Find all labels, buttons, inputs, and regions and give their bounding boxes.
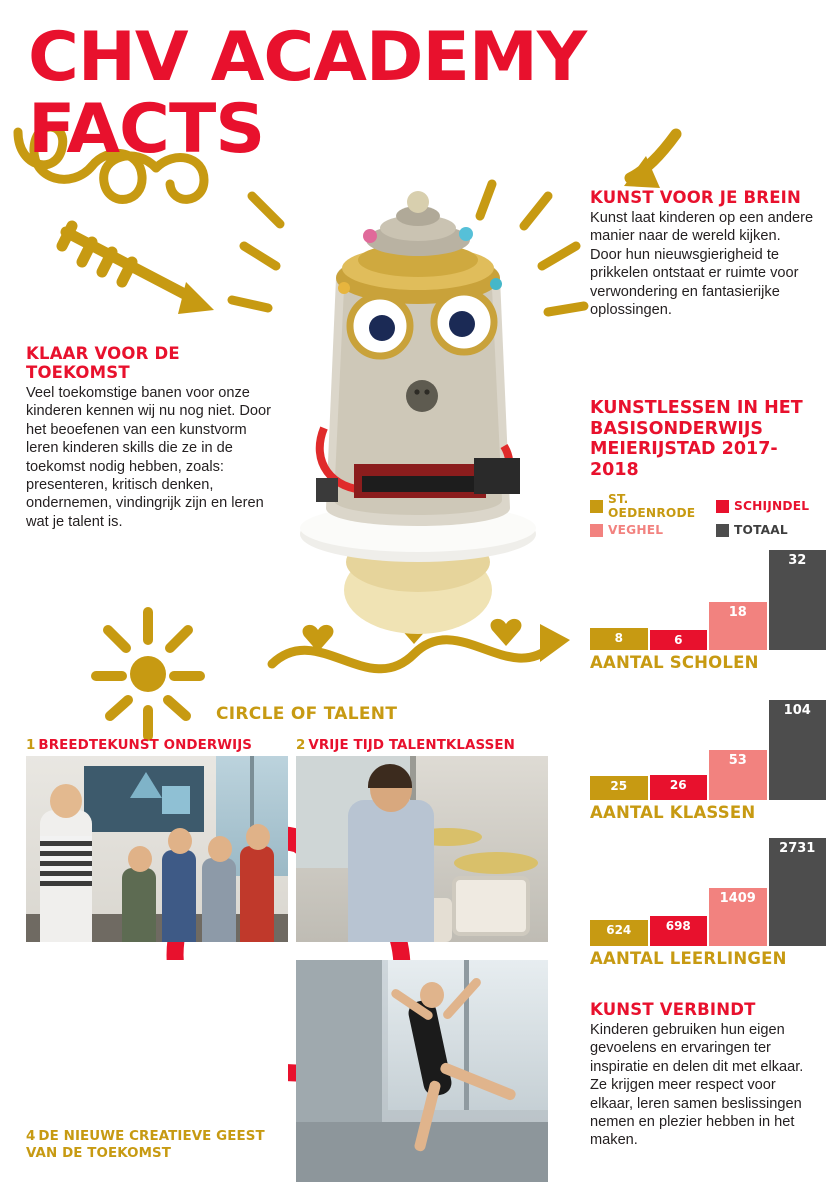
caption-text: BREEDTEKUNST ONDERWIJS [38,738,253,753]
chart-category-label: AANTAL LEERLINGEN [590,949,787,968]
section-heading: KUNST VERBINDT [590,1000,756,1019]
bar-schijndel: 698 [650,916,708,946]
caption-1 [26,738,252,753]
legend-item-veghel [590,523,716,537]
section-klaar-voor-de-toekomst [26,344,274,531]
caption-number: 1 [26,738,36,753]
legend-swatch-icon [716,500,729,513]
section-body: Kinderen gebruiken hun eigen gevoelens en ervaringen ter inspiratie en delen dit met elkaar. Ze krijgen meer respect voor elkaar, leren samen beslissingen nemen en plezier hebben in het maken. [590,1022,804,1149]
sculpture-photo [258,128,578,638]
section-kunst-verbindt [590,1000,822,1150]
legend-swatch-icon [716,524,729,537]
legend-label: SCHIJNDEL [734,499,810,513]
section-heading: KLAAR VOOR DE TOEKOMST [26,344,180,382]
legend-label: TOTAAL [734,523,788,537]
caption-2 [296,738,515,753]
bar-veghel: 18 [709,602,767,650]
photo-topkunst-vakopleiding [296,960,548,1182]
bar-st-oedenrode: 8 [590,628,648,650]
photo-vrije-tijd-talentklassen [296,756,548,942]
section-kunst-voor-je-brein [590,188,814,319]
bar-group [590,700,826,800]
bar-st-oedenrode: 624 [590,920,648,946]
bar-group [590,550,826,650]
section-body: Kunst laat kinderen op een andere manier naar de wereld kijken. Door hun nieuwsgierigheid te prikkelen ontstaat er ruimte voor verwondering en fantasierijke oplossingen. [590,210,814,319]
caption-text: DE NIEUWE CREATIEVE GEEST VAN DE TOEKOMST [26,1129,265,1161]
caption-number: 4 [26,1129,36,1144]
bar-totaal: 104 [769,700,827,800]
chart-group-leerlingen [590,838,826,968]
bar-group [590,838,826,946]
legend-item-schijndel [716,492,826,520]
caption-number: 2 [296,738,306,753]
legend-item-st-oedenrode [590,492,716,520]
chart-category-label: AANTAL KLASSEN [590,803,756,822]
caption-4 [26,1128,284,1162]
illustration-creatieve-geest [26,960,288,1126]
chart-group-scholen [590,550,826,672]
caption-text: VRIJE TIJD TALENTKLASSEN [308,738,515,753]
bar-totaal: 2731 [769,838,827,946]
chart-category-label: AANTAL SCHOLEN [590,653,759,672]
bar-st-oedenrode: 25 [590,776,648,800]
legend-item-totaal [716,523,826,537]
section-body: Veel toekomstige banen voor onze kinderen kennen wij nu nog niet. Door het beoefenen van een kunstvorm leren kinderen skills die ze in de toekomst nodig hebben, zoals: presenteren, kritisch denken, ondernemen, vindingrijk zijn en leren wat je talent is. [26,385,272,530]
bar-veghel: 53 [709,750,767,800]
legend-swatch-icon [590,500,603,513]
bar-schijndel: 26 [650,775,708,800]
bar-veghel: 1409 [709,888,767,946]
legend-swatch-icon [590,524,603,537]
circle-of-talent-label: CIRCLE OF TALENT [216,704,398,724]
section-heading: KUNST VOOR JE BREIN [590,188,802,207]
page-title: CHV ACADEMY FACTS [28,18,587,169]
legend-label: ST. OEDENRODE [608,492,696,520]
chart-group-klassen [590,700,826,822]
bar-totaal: 32 [769,550,827,650]
chart-title: KUNSTLESSEN IN HET BASISONDERWIJS MEIERIJSTAD 2017-2018 [590,398,803,480]
bar-schijndel: 6 [650,630,708,650]
chart-legend [590,492,826,540]
photo-breedtekunst-onderwijs [26,756,288,942]
legend-label: VEGHEL [608,523,664,537]
